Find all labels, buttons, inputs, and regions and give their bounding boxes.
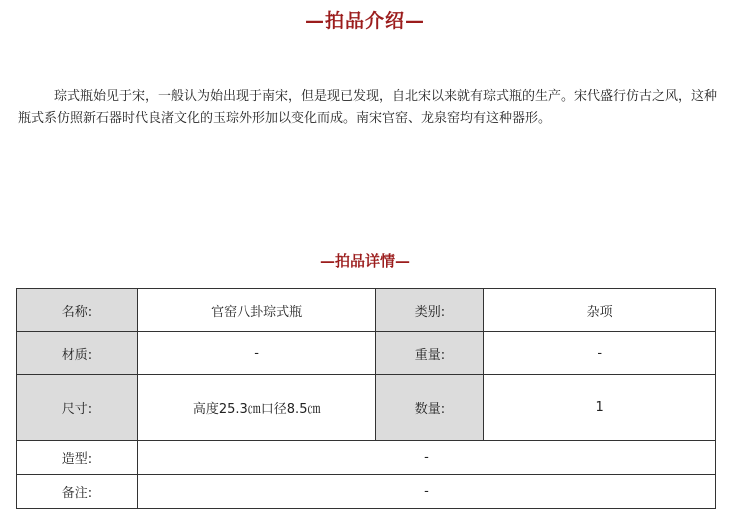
name-value: 官窑八卦琮式瓶 <box>137 289 376 332</box>
name-label: 名称: <box>17 289 138 332</box>
category-label: 类别: <box>376 289 484 332</box>
category-value: 杂项 <box>484 289 716 332</box>
weight-label: 重量: <box>376 332 484 375</box>
table-row <box>17 289 716 332</box>
shape-value: - <box>137 441 715 475</box>
table-row <box>17 441 716 475</box>
details-section-title: —拍品详情— <box>319 252 410 270</box>
table-row <box>17 375 716 441</box>
remarks-value: - <box>137 475 715 509</box>
size-label: 尺寸: <box>17 375 138 441</box>
details-table <box>16 288 716 509</box>
quantity-value: 1 <box>484 375 716 441</box>
table-row <box>17 475 716 509</box>
table-row <box>17 332 716 375</box>
intro-section-title: —拍品介绍— <box>304 10 425 32</box>
intro-paragraph: 琮式瓶始见于宋，一般认为始出现于南宋，但是现已发现，自北宋以来就有琮式瓶的生产。宋代盛行仿古之风，这种瓶式系仿照新石器时代良渚文化的玉琮外形加以变化而成。南宋官窑、龙泉窑均有这种器形。 <box>18 89 718 126</box>
remarks-label: 备注: <box>17 475 138 509</box>
weight-value: - <box>484 332 716 375</box>
quantity-label: 数量: <box>376 375 484 441</box>
shape-label: 造型: <box>17 441 138 475</box>
material-label: 材质: <box>17 332 138 375</box>
material-value: - <box>137 332 376 375</box>
size-value: 高度25.3㎝口径8.5㎝ <box>137 375 376 441</box>
